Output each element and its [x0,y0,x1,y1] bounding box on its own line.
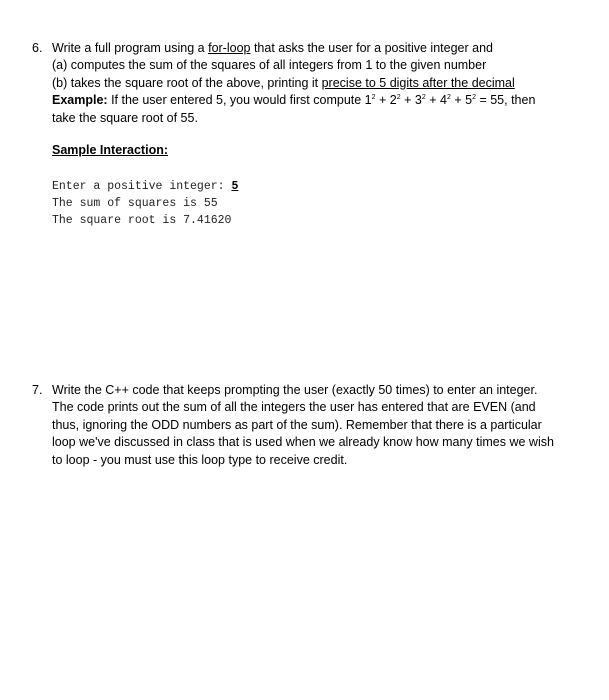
plus-1: + [375,93,390,108]
exponent-4: 2 [446,94,451,102]
q6-line-1 [52,40,572,57]
term-3: 3 [414,93,422,108]
q7-line-3: thus, ignoring the ODD numbers as part of the sum). Remember that there is a particular [52,417,542,432]
code-line-sum: The sum of squares is 55 [52,197,218,210]
question-6 [32,40,572,127]
q6-line-1-text-end: that asks the user for a positive integer and [250,41,493,55]
for-loop-term: for-loop [208,41,251,55]
term-2: 2 [389,93,397,108]
exponent-3: 2 [421,94,426,102]
term-5: 5 [465,93,473,108]
plus-3: + [425,93,441,108]
q6-line-1-text: Write a full program using a [52,41,209,55]
q6-line-5: take the square root of 55. [52,110,198,125]
question-7-number: 7. [32,383,43,397]
q7-line-1: Write the C++ code that keeps prompting the user (exactly 50 times) to enter an integer. [52,383,538,397]
example-text-end: = 55, then [475,93,536,108]
q6-line-3 [52,75,572,92]
code-line-prompt [52,180,238,193]
term-4: 4 [440,93,447,108]
q7-line-5: to loop - you must use this loop type to receive credit. [52,452,348,467]
q6-line-2: (a) computes the sum of the squares of all integers from 1 to the given number [52,58,487,73]
question-6-number: 6. [32,41,43,55]
prompt-text: Enter a positive integer: [52,180,232,193]
exponent-1: 2 [371,94,376,102]
q6-line-3-text: (b) takes the square root of the above, printing it [52,75,322,90]
q7-line-4: loop we've discussed in class that is used when we already know how many times we wish [52,435,554,450]
user-input-value: 5 [231,180,239,193]
plus-2: + [400,93,415,108]
precision-requirement: precise to 5 digits after the decimal [321,75,515,90]
exponent-5: 2 [472,94,476,102]
q6-example-line [52,92,572,109]
example-label: Example: [52,93,108,108]
exponent-2: 2 [396,94,401,102]
question-7 [32,382,572,469]
code-line-sqrt: The square root is 7.41620 [52,214,232,227]
sample-interaction-title: Sample Interaction: [52,143,168,157]
example-text: If the user entered 5, you would first compute 1 [107,93,372,108]
q7-line-2: The code prints out the sum of all the integers the user has entered that are EVEN (and [52,400,536,415]
question-7-body [52,382,572,469]
plus-4: + [450,93,466,108]
question-6-body [52,40,572,127]
sample-interaction-code [52,178,238,229]
